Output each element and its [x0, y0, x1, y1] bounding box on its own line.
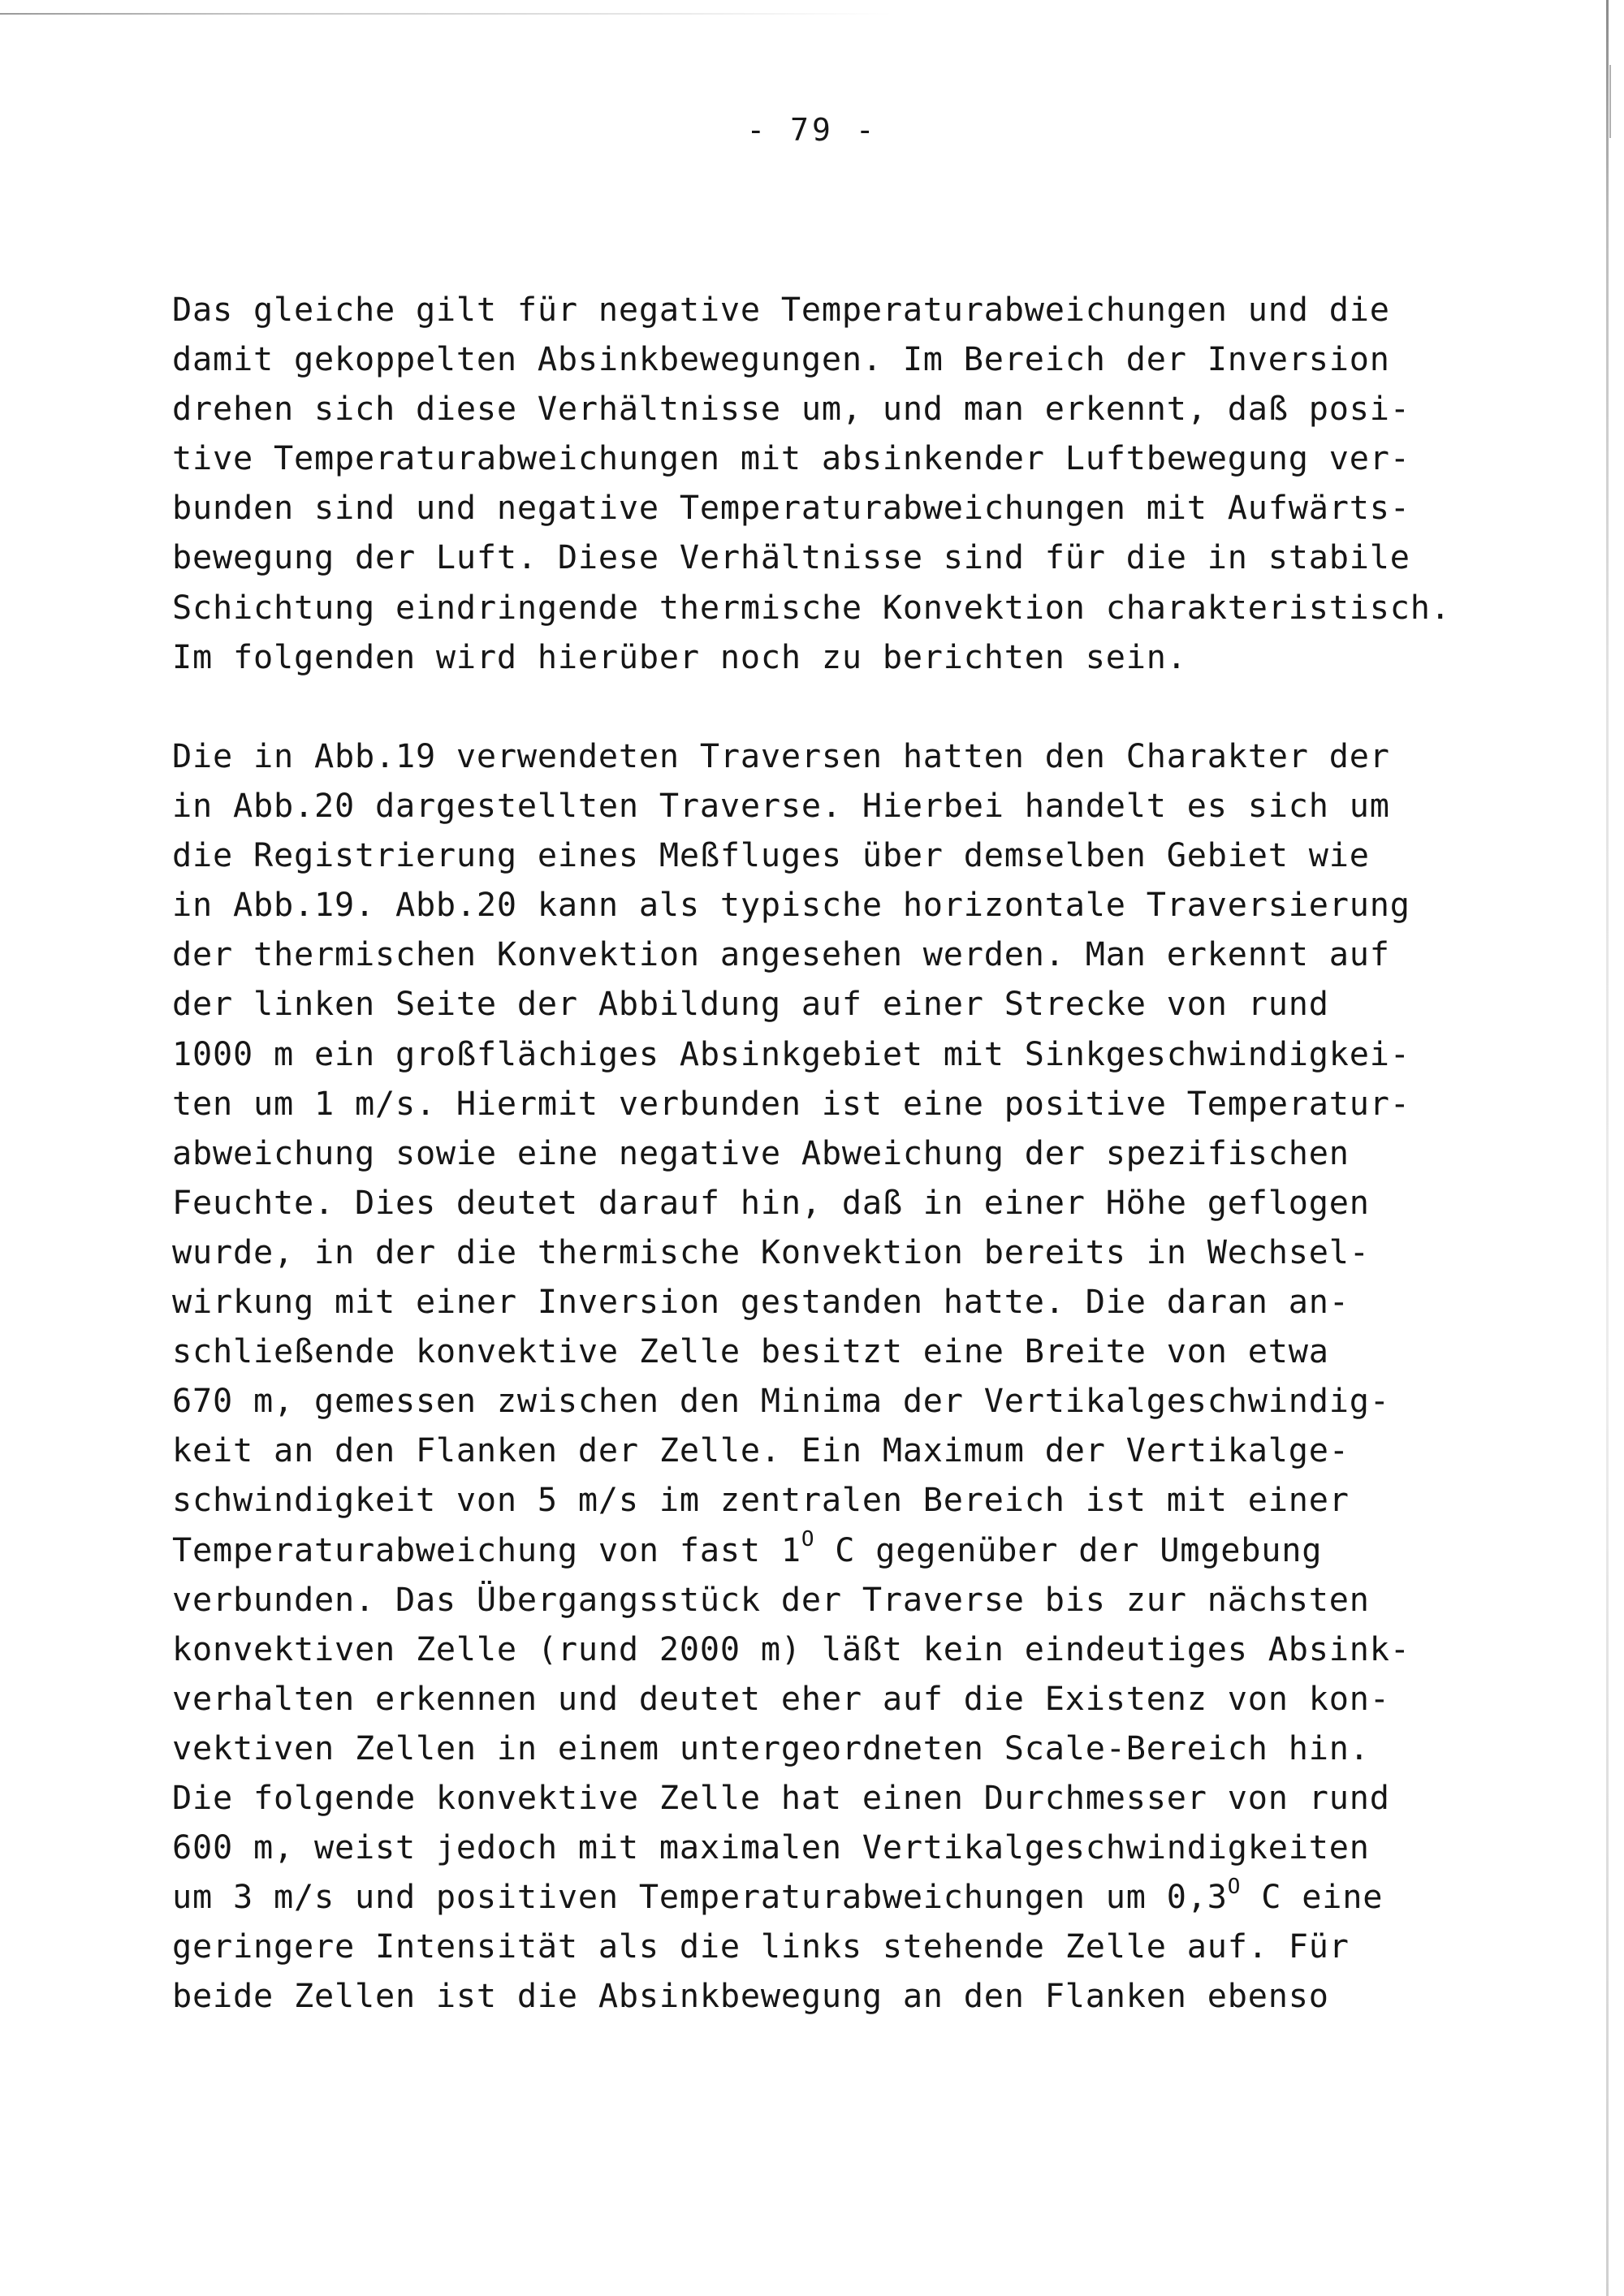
text-line: bewegung der Luft. Diese Verhältnisse sind für die in stabile [172, 539, 1410, 577]
text-line: wirkung mit einer Inversion gestanden hatte. Die daran an- [172, 1284, 1350, 1322]
text-line: ten um 1 m/s. Hiermit verbunden ist eine positive Temperatur- [172, 1085, 1410, 1123]
text-line: drehen sich diese Verhältnisse um, und man erkennt, daß posi- [172, 391, 1410, 429]
text-line: die Registrierung eines Meßfluges über demselben Gebiet wie [172, 837, 1370, 875]
text-line: Die in Abb.19 verwendeten Traversen hatten den Charakter der [172, 738, 1390, 775]
text-segment: C eine [1241, 1879, 1384, 1917]
superscript-degree: O [801, 1527, 815, 1552]
text-line: konvektiven Zelle (rund 2000 m) läßt kein eindeutiges Absink- [172, 1630, 1410, 1668]
paragraph-1 [172, 286, 1451, 683]
text-line: beide Zellen ist die Absinkbewegung an den Flanken ebenso [172, 1978, 1329, 2016]
text-line: keit an den Flanken der Zelle. Ein Maximum der Vertikalge- [172, 1432, 1350, 1470]
text-line: verbunden. Das Übergangsstück der Traverse bis zur nächsten [172, 1581, 1370, 1619]
text-line: Die folgende konvektive Zelle hat einen Durchmesser von rund [172, 1779, 1390, 1817]
text-line: der thermischen Konvektion angesehen werden. Man erkennt auf [172, 936, 1390, 974]
text-line: Schichtung eindringende thermische Konvektion charakteristisch. [172, 589, 1451, 627]
scan-top-edge-line [0, 13, 893, 15]
scan-right-edge-line [1606, 0, 1609, 2296]
superscript-degree: O [1227, 1874, 1242, 1899]
text-line: der linken Seite der Abbildung auf einer Strecke von rund [172, 986, 1329, 1024]
paragraph-2 [172, 732, 1410, 2022]
text-line: vektiven Zellen in einem untergeordneten Scale-Bereich hin. [172, 1729, 1370, 1767]
text-segment: um 3 m/s und positiven Temperaturabweichungen um 0,3 [172, 1879, 1228, 1917]
text-line: in Abb.20 dargestellten Traverse. Hierbei handelt es sich um [172, 788, 1390, 826]
text-line: 1000 m ein großflächiges Absinkgebiet mit Sinkgeschwindigkei- [172, 1035, 1410, 1073]
text-line: schließende konvektive Zelle besitzt eine Breite von etwa [172, 1333, 1329, 1371]
text-line-with-superscript [172, 1526, 1410, 1576]
text-segment: C gegenüber der Umgebung [814, 1531, 1323, 1569]
text-line: damit gekoppelten Absinkbewegungen. Im Bereich der Inversion [172, 341, 1390, 379]
text-line-with-superscript [172, 1873, 1410, 1923]
text-line: in Abb.19. Abb.20 kann als typische horizontale Traversierung [172, 887, 1410, 925]
text-line: geringere Intensität als die links stehende Zelle auf. Für [172, 1928, 1350, 1966]
text-line: schwindigkeit von 5 m/s im zentralen Bereich ist mit einer [172, 1482, 1350, 1520]
text-line: 670 m, gemessen zwischen den Minima der Vertikalgeschwindig- [172, 1383, 1390, 1421]
page-number: - 79 - [746, 112, 878, 148]
text-line: Das gleiche gilt für negative Temperaturabweichungen und die [172, 291, 1390, 329]
text-line: verhalten erkennen und deutet eher auf die Existenz von kon- [172, 1680, 1390, 1718]
text-line: abweichung sowie eine negative Abweichung der spezifischen [172, 1134, 1350, 1172]
text-line: Im folgenden wird hierüber noch zu berichten sein. [172, 638, 1187, 676]
text-line: 600 m, weist jedoch mit maximalen Vertikalgeschwindigkeiten [172, 1829, 1370, 1867]
text-line: wurde, in der die thermische Konvektion bereits in Wechsel- [172, 1233, 1370, 1271]
text-line: bunden sind und negative Temperaturabweichungen mit Aufwärts- [172, 490, 1410, 528]
text-line: Feuchte. Dies deutet darauf hin, daß in einer Höhe geflogen [172, 1184, 1370, 1222]
text-segment: Temperaturabweichung von fast 1 [172, 1531, 801, 1569]
text-line: tive Temperaturabweichungen mit absinkender Luftbewegung ver- [172, 440, 1410, 478]
